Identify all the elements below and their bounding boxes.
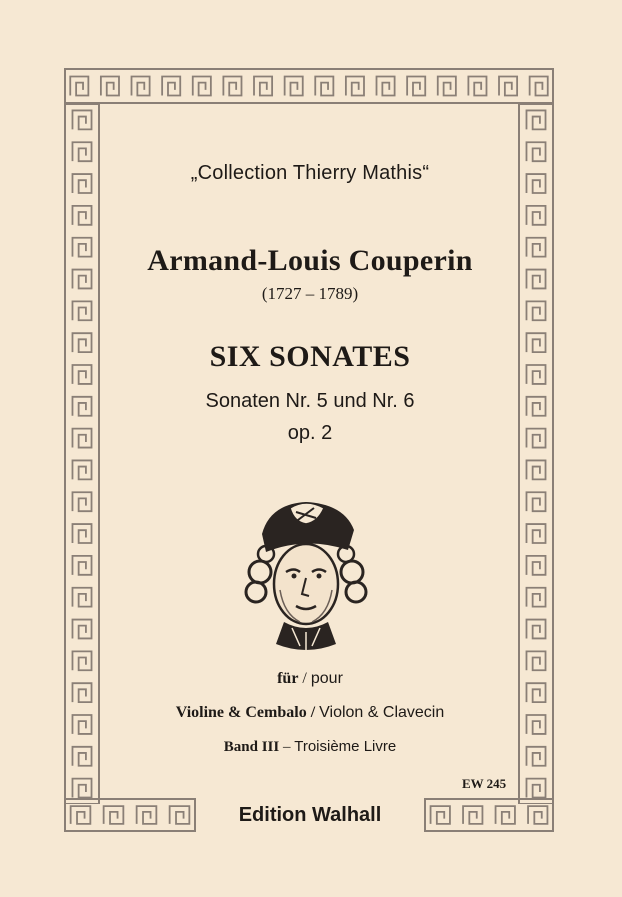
composer-dates: (1727 – 1789): [261, 284, 359, 303]
instrumentation-sep: /: [306, 704, 320, 721]
work-title: SIX SONATES: [209, 340, 411, 373]
for-label-de: für: [277, 670, 299, 687]
composer-name: Armand-Louis Couperin: [147, 244, 473, 277]
work-subtitle: Sonaten Nr. 5 und Nr. 6: [205, 390, 415, 412]
instrumentation: [90, 704, 530, 722]
volume-fr: Troisième Livre: [294, 738, 397, 755]
border-top: [64, 68, 554, 104]
for-label-sep: /: [298, 670, 311, 687]
volume-line: [90, 738, 530, 756]
collection-title: „Collection Thierry Mathis“: [190, 162, 430, 184]
opus-number: op. 2: [287, 422, 333, 444]
border-left: [64, 104, 100, 804]
border-bottom-left: [64, 798, 196, 832]
volume-de: Band III: [223, 739, 280, 755]
border-bottom-right: [424, 798, 554, 832]
for-label: [90, 670, 530, 688]
instrumentation-de: Violine & Cembalo: [175, 704, 307, 721]
catalog-number: EW 245: [462, 776, 507, 791]
composer-portrait-icon: [240, 494, 372, 654]
instrumentation-fr: Violon & Clavecin: [319, 704, 445, 721]
volume-sep: –: [279, 739, 295, 755]
for-label-fr: pour: [310, 670, 343, 687]
publisher-name: Edition Walhall: [238, 804, 382, 826]
border-right: [518, 104, 554, 804]
